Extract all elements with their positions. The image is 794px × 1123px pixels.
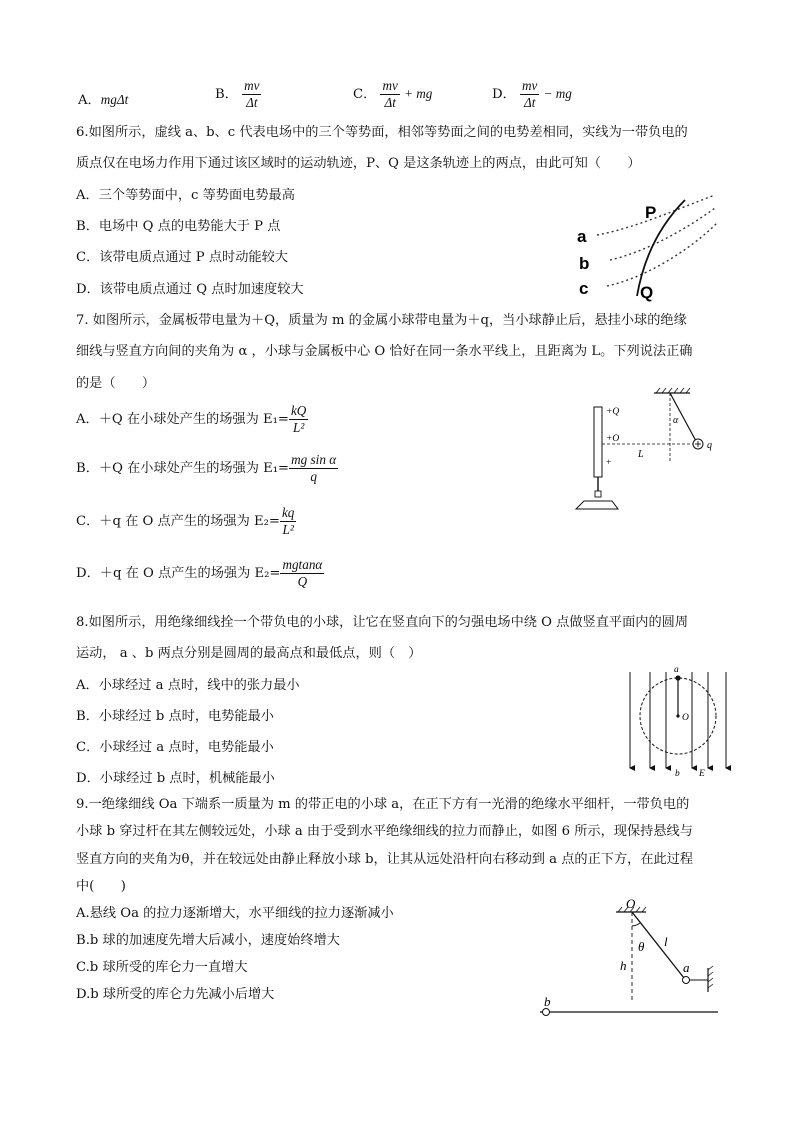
q9-option-c: C.b 球所受的库仑力一直增大 [76,960,248,975]
q5-option-a [78,89,128,108]
label-b: b [579,254,590,273]
q9-option-d: D.b 球所受的库仑力先减小后增大 [76,987,275,1002]
q9-stem-line-2: 小球 b 穿过杆在其左侧较远处，小球 a 由于受到水平绝缘细线的拉力而静止，如图 6 所示，现保持悬线与 [76,824,693,839]
q9-option-b: B.b 球的加速度先增大后减小，速度始终增大 [76,933,340,948]
q7-option-d-text: D．＋q 在 O 点产生的场强为 E₂= [76,566,281,581]
q7-option-c [76,505,296,538]
q5-option-c [353,78,432,111]
label-p: P [645,203,657,222]
label-plus: + [606,458,612,468]
q8-option-c: C．小球经过 a 点时，电势能最小 [76,740,274,755]
fraction-denominator: Q [297,574,308,589]
label-c: c [579,279,589,298]
label-b: b [544,994,551,1009]
fraction-numerator: mv [382,78,398,93]
label-theta: θ [638,939,645,954]
q7-stem-line-2: 细线与竖直方向间的夹角为 α ，小球与金属板中心 O 恰好在同一条水平线上，且距离为 L。下列说法正确 [76,344,693,359]
angle-arc [632,923,640,926]
q8-option-b: B．小球经过 b 点时，电势能最小 [76,709,274,724]
q7-option-a-fraction [289,403,308,436]
equipotential-line-c [607,223,717,286]
wall-hatch [708,966,713,988]
plate-stand-base [576,501,618,509]
q5-option-b-fraction [242,78,261,111]
q9-stem-line-4: 中( ) [76,879,126,894]
q7-option-b-fraction [289,452,338,485]
label-alpha: α [673,415,679,426]
q5-option-c-label: C． [353,87,377,102]
q9-stem-line-1: 9.一绝缘细线 Oa 下端系一质量为 m 的带正电的小球 a，在正下方有一光滑的绝缘水平细杆，一带负电的 [76,797,690,812]
q7-option-a-text: A．＋Q 在小球处产生的场强为 E₁= [76,412,289,427]
q5-option-c-fraction [380,78,399,111]
fraction-numerator: kQ [290,403,307,418]
fraction-denominator: Δt [246,95,258,110]
q7-stem-line-3: 的是（ ） [76,376,156,391]
ball-a [683,977,690,984]
q6-option-b: B．电场中 Q 点的电势能大于 P 点 [76,219,281,234]
q6-option-d: D．该带电质点通过 Q 点时加速度较大 [76,282,304,297]
fraction-denominator: L² [292,420,305,435]
label-a: a [577,227,587,246]
label-plus-q: +Q [606,407,620,417]
metal-plate [594,407,602,477]
q7-option-c-fraction [280,505,296,538]
q8-option-a: A．小球经过 a 点时，线中的张力最小 [76,678,300,693]
q7-option-a [76,403,308,436]
q5-option-c-tail: + mg [404,86,433,101]
q5-option-a-label: A． [78,93,101,108]
q6-stem-line-1: 6.如图所示，虚线 a、b、c 代表电场中的三个等势面，相邻等势面之间的电势差相同，实线为一带负电的 [76,125,688,140]
ball-at-a [675,675,680,680]
q6-stem-line-2: 质点仅在电场力作用下通过该区域时的运动轨迹，P、Q 是这条轨迹上的两点，由此可知（ ） [76,156,641,171]
q9-option-a: A.悬线 Oa 的拉力逐渐增大，水平细线的拉力逐渐减小 [76,906,394,921]
label-b: b [675,769,680,779]
q5-option-b [215,78,261,111]
ball-b [543,1009,550,1016]
fraction-denominator: L² [282,522,294,537]
ceiling-hatch [656,388,690,393]
label-a: a [683,960,690,975]
label-o: O [626,896,636,911]
fraction-denominator: q [310,469,317,484]
q5-option-d-label: D． [492,87,516,102]
q7-option-b-text: B．＋Q 在小球处产生的场强为 E₁= [76,461,290,476]
q8-figure [622,664,732,780]
q7-option-d [76,557,324,590]
q7-option-c-text: C．＋q 在 O 点产生的场强为 E₂= [76,514,280,529]
label-o: O [682,713,689,723]
label-a: a [674,665,679,675]
q6-option-a: A．三个等势面中，c 等势面电势最高 [76,188,295,203]
q5-option-d-tail: − mg [543,86,572,101]
label-plus-o: +O [606,434,620,444]
q9-stem-line-3: 竖直方向的夹角为θ，并在较远处由静止释放小球 b，让其从远处沿杆向右移动到 a 点的正下方，在此过程 [76,852,694,867]
q8-stem-line-2: 运动， a 、b 两点分别是圆周的最高点和最低点，则（ ） [76,646,422,661]
label-q-charge: q [707,440,712,451]
fraction-numerator: mv [244,78,260,93]
q9-figure [536,896,722,1020]
fraction-numerator: mgtanα [282,557,323,572]
q8-stem-line-1: 8.如图所示，用绝缘细线拴一个带负电的小球，让它在竖直向下的匀强电场中绕 O 点做竖直平面内的圆周 [76,615,689,630]
q5-option-b-label: B． [215,87,238,102]
q5-option-a-expr: mgΔt [100,92,129,107]
q6-figure [575,190,725,305]
equipotential-line-b [610,208,715,260]
label-h: h [620,958,627,973]
fraction-numerator: kq [281,505,295,520]
q5-option-d-fraction [520,78,539,111]
q8-option-d: D．小球经过 b 点时，机械能最小 [76,771,275,786]
fraction-denominator: Δt [523,95,536,110]
q7-option-d-fraction [280,557,324,590]
q7-option-b [76,452,338,485]
q5-option-d [492,78,572,111]
fraction-numerator: mv [521,78,538,93]
label-l: L [638,449,644,460]
fraction-denominator: Δt [384,95,396,110]
fraction-numerator: mg sin α [291,452,337,467]
q7-stem-line-1: 7. 如图所示，金属板带电量为＋Q，质量为 m 的金属小球带电量为＋q，当小球静止后，悬挂小球的绝缘 [76,313,687,328]
q6-option-c: C．该带电质点通过 P 点时动能较大 [76,250,288,265]
label-l: l [664,934,668,949]
q7-figure [570,387,730,515]
label-e: E [699,769,705,779]
label-q: Q [640,283,654,302]
